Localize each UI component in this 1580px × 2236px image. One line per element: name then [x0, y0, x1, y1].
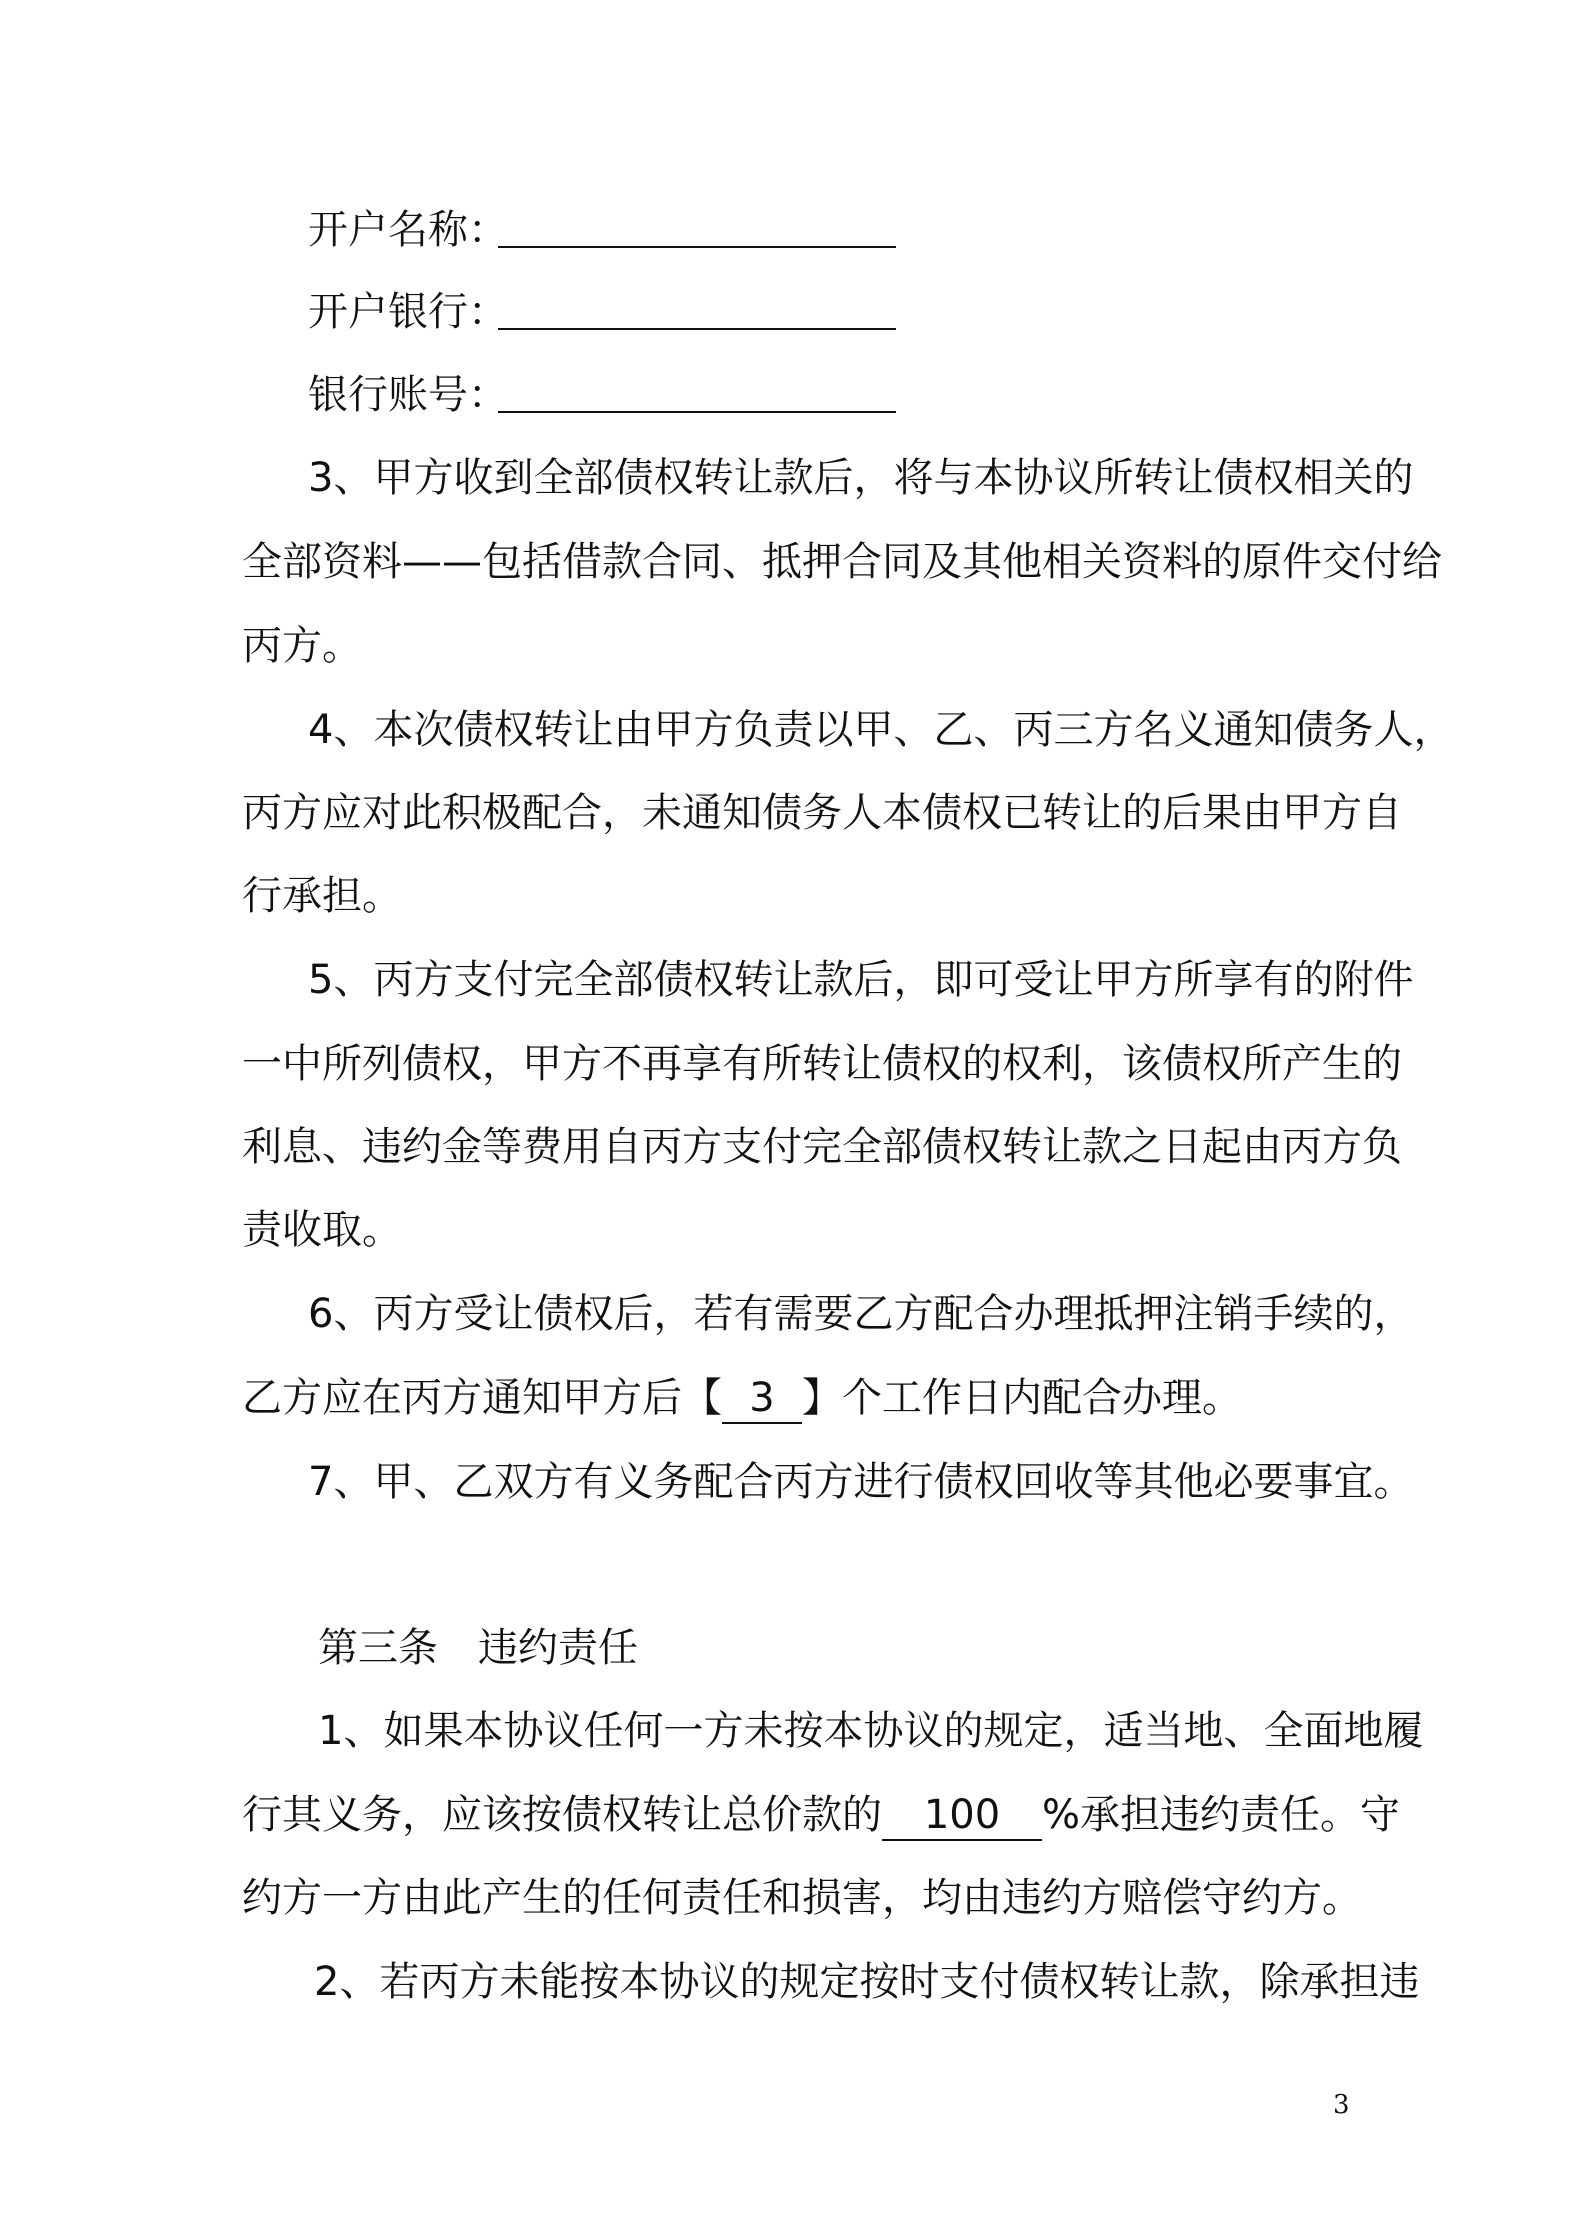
- bank-name-blank: [498, 328, 896, 330]
- bank-account-label: 银行账号：: [308, 372, 508, 418]
- article-3-p1-line-2: [0, 1791, 1580, 1841]
- bank-account-blank: [498, 411, 896, 413]
- article-3-p1-line-1: 1、如果本协议任何一方未按本协议的规定，适当地、全面地履: [318, 1708, 1424, 1754]
- clause-6-line-2-pre: 乙方应在丙方通知甲方后【: [242, 1375, 722, 1421]
- clause-5-line-2: 一中所列债权，甲方不再享有所转让债权的权利，该债权所产生的: [242, 1041, 1402, 1087]
- clause-6-line-2-post: 】个工作日内配合办理。: [802, 1375, 1242, 1421]
- article-3-number: 第三条: [318, 1625, 438, 1671]
- clause-6-line-1: 6、丙方受让债权后，若有需要乙方配合办理抵押注销手续的，: [308, 1291, 1414, 1337]
- account-name-blank: [498, 246, 896, 248]
- clause-3-line-1: 3、甲方收到全部债权转让款后，将与本协议所转让债权相关的: [308, 455, 1414, 501]
- bank-name-label: 开户银行：: [308, 289, 508, 335]
- article-3-p1-line-2-post: %承担违约责任。守: [1042, 1792, 1401, 1838]
- clause-5-line-4: 责收取。: [242, 1207, 402, 1253]
- article-3-p1-line-3: 约方一方由此产生的任何责任和损害，均由违约方赔偿守约方。: [242, 1875, 1362, 1921]
- clause-5-line-3: 利息、违约金等费用自丙方支付完全部债权转让款之日起由丙方负: [242, 1124, 1402, 1170]
- liability-percent-blank: 100: [882, 1791, 1042, 1841]
- clause-4-line-2: 丙方应对此积极配合，未通知债务人本债权已转让的后果由甲方自: [242, 790, 1402, 836]
- clause-6-line-2: [0, 1374, 1580, 1424]
- article-3-p2-line-1: 2、若丙方未能按本协议的规定按时支付债权转让款，除承担违: [314, 1959, 1420, 2005]
- clause-3-line-2: 全部资料——包括借款合同、抵押合同及其他相关资料的原件交付给: [242, 539, 1442, 585]
- article-3-title: 违约责任: [478, 1625, 638, 1671]
- working-days-blank: 3: [722, 1374, 802, 1424]
- clause-5-line-1: 5、丙方支付完全部债权转让款后，即可受让甲方所享有的附件: [308, 957, 1414, 1003]
- page-number: 3: [1333, 2090, 1350, 2120]
- account-name-label: 开户名称：: [308, 207, 508, 253]
- clause-3-line-3: 丙方。: [242, 623, 362, 669]
- article-3-heading: [0, 1624, 1580, 1672]
- clause-4-line-1: 4、本次债权转让由甲方负责以甲、乙、丙三方名义通知债务人，: [308, 707, 1454, 753]
- clause-4-line-3: 行承担。: [242, 873, 402, 919]
- article-3-p1-line-2-pre: 行其义务，应该按债权转让总价款的: [242, 1792, 882, 1838]
- clause-7: 7、甲、乙双方有义务配合丙方进行债权回收等其他必要事宜。: [308, 1459, 1414, 1505]
